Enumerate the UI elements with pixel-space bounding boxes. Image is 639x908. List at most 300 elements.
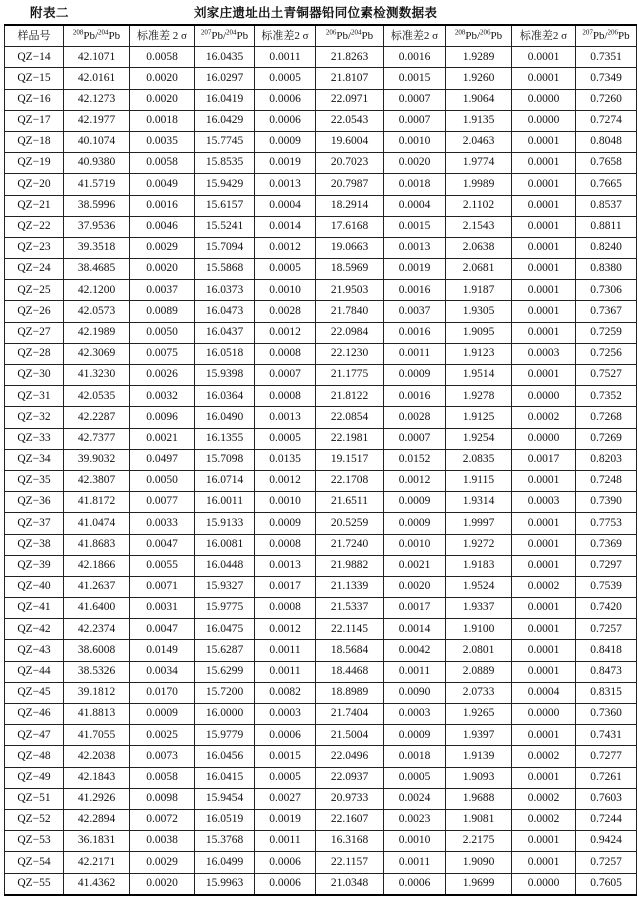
value-cell: 0.0018 (384, 746, 446, 767)
value-cell: 20.9733 (316, 788, 384, 809)
value-cell: 15.9963 (195, 873, 255, 895)
column-header-suffix: Pb (236, 29, 249, 42)
value-cell: 0.7277 (576, 746, 637, 767)
sample-id-cell: QZ−49 (5, 767, 64, 788)
value-cell: 0.0016 (384, 386, 446, 407)
value-cell: 0.0037 (384, 301, 446, 322)
table-row (5, 47, 637, 68)
value-cell: 41.3230 (64, 365, 130, 386)
value-cell: 0.0096 (130, 407, 195, 428)
appendix-label: 附表二 (30, 5, 70, 20)
value-cell: 0.0001 (512, 322, 576, 343)
table-row (5, 746, 637, 767)
value-cell: 0.0001 (512, 280, 576, 301)
table-row (5, 513, 637, 534)
value-cell: 0.0058 (130, 47, 195, 68)
column-header-sup1: 206 (325, 27, 337, 36)
value-cell: 0.7257 (576, 852, 637, 873)
sample-id-cell: QZ−38 (5, 534, 64, 555)
value-cell: 1.9989 (446, 174, 512, 195)
value-cell: 22.1708 (316, 470, 384, 491)
value-cell: 19.1517 (316, 449, 384, 470)
value-cell: 0.0071 (130, 576, 195, 597)
value-cell: 0.0007 (384, 110, 446, 131)
value-cell: 16.1355 (195, 428, 255, 449)
value-cell: 15.9779 (195, 725, 255, 746)
value-cell: 0.0001 (512, 852, 576, 873)
table-row (5, 555, 637, 576)
table-row (5, 619, 637, 640)
value-cell: 0.7369 (576, 534, 637, 555)
column-header-sup1: 207 (200, 27, 212, 36)
value-cell: 0.7753 (576, 513, 637, 534)
table-row (5, 492, 637, 513)
column-header-sup1: 207 (582, 27, 593, 36)
value-cell: 1.9093 (446, 767, 512, 788)
sample-id-cell: QZ−53 (5, 831, 64, 852)
table-row (5, 386, 637, 407)
value-cell: 1.9115 (446, 470, 512, 491)
value-cell: 0.0001 (512, 47, 576, 68)
value-cell: 0.0012 (255, 237, 316, 258)
column-header (446, 25, 512, 47)
sample-id-cell: QZ−47 (5, 725, 64, 746)
table-row (5, 153, 637, 174)
value-cell: 1.9064 (446, 89, 512, 110)
sample-id-cell: QZ−19 (5, 153, 64, 174)
sample-id-cell: QZ−27 (5, 322, 64, 343)
value-cell: 2.0889 (446, 661, 512, 682)
value-cell: 1.9100 (446, 619, 512, 640)
value-cell: 0.0004 (384, 195, 446, 216)
value-cell: 0.0152 (384, 449, 446, 470)
sample-id-cell: QZ−34 (5, 449, 64, 470)
value-cell: 0.0025 (130, 725, 195, 746)
table-row (5, 237, 637, 258)
value-cell: 42.2894 (64, 809, 130, 830)
value-cell: 0.0001 (512, 661, 576, 682)
value-cell: 0.0010 (255, 280, 316, 301)
value-cell: 0.0082 (255, 682, 316, 703)
value-cell: 22.1981 (316, 428, 384, 449)
value-cell: 16.0448 (195, 555, 255, 576)
value-cell: 38.6008 (64, 640, 130, 661)
value-cell: 1.9397 (446, 725, 512, 746)
value-cell: 42.3807 (64, 470, 130, 491)
value-cell: 0.7603 (576, 788, 637, 809)
sample-id-cell: QZ−21 (5, 195, 64, 216)
value-cell: 0.0011 (384, 852, 446, 873)
value-cell: 21.5337 (316, 598, 384, 619)
value-cell: 16.0518 (195, 343, 255, 364)
value-cell: 0.7257 (576, 619, 637, 640)
table-row (5, 195, 637, 216)
value-cell: 39.9032 (64, 449, 130, 470)
value-cell: 21.1775 (316, 365, 384, 386)
value-cell: 0.0019 (255, 809, 316, 830)
value-cell: 0.0016 (384, 47, 446, 68)
value-cell: 41.4362 (64, 873, 130, 895)
value-cell: 0.0011 (384, 343, 446, 364)
value-cell: 21.8107 (316, 68, 384, 89)
value-cell: 0.0001 (512, 301, 576, 322)
value-cell: 1.9260 (446, 68, 512, 89)
value-cell: 1.9183 (446, 555, 512, 576)
value-cell: 1.9289 (446, 47, 512, 68)
value-cell: 38.5326 (64, 661, 130, 682)
column-header-mid: Pb/ (336, 29, 352, 42)
value-cell: 1.9699 (446, 873, 512, 895)
value-cell: 0.0006 (255, 110, 316, 131)
value-cell: 22.1157 (316, 852, 384, 873)
value-cell: 0.7658 (576, 153, 637, 174)
value-cell: 16.0473 (195, 301, 255, 322)
value-cell: 0.7259 (576, 322, 637, 343)
value-cell: 21.8122 (316, 386, 384, 407)
sample-id-cell: QZ−23 (5, 237, 64, 258)
value-cell: 0.9424 (576, 831, 637, 852)
value-cell: 0.0098 (130, 788, 195, 809)
value-cell: 0.0027 (255, 788, 316, 809)
value-cell: 0.0019 (255, 153, 316, 174)
value-cell: 42.0161 (64, 68, 130, 89)
value-cell: 0.0008 (255, 343, 316, 364)
value-cell: 0.0016 (384, 322, 446, 343)
value-cell: 42.1200 (64, 280, 130, 301)
value-cell: 1.9187 (446, 280, 512, 301)
value-cell: 0.0033 (130, 513, 195, 534)
value-cell: 0.0029 (130, 237, 195, 258)
value-cell: 16.0456 (195, 746, 255, 767)
value-cell: 0.0073 (130, 746, 195, 767)
column-header-suffix: Pb (490, 29, 503, 42)
value-cell: 18.4468 (316, 661, 384, 682)
value-cell: 0.0009 (130, 704, 195, 725)
table-body (5, 47, 637, 895)
value-cell: 42.1273 (64, 89, 130, 110)
value-cell: 0.0009 (384, 725, 446, 746)
value-cell: 0.8418 (576, 640, 637, 661)
value-cell: 0.0012 (255, 322, 316, 343)
value-cell: 0.0009 (384, 513, 446, 534)
value-cell: 2.1543 (446, 216, 512, 237)
value-cell: 19.6004 (316, 131, 384, 152)
value-cell: 0.7539 (576, 576, 637, 597)
value-cell: 0.0003 (512, 343, 576, 364)
sample-id-cell: QZ−44 (5, 661, 64, 682)
value-cell: 21.0348 (316, 873, 384, 895)
value-cell: 0.0017 (512, 449, 576, 470)
table-header-row (5, 25, 637, 47)
value-cell: 0.0001 (512, 619, 576, 640)
value-cell: 0.8380 (576, 259, 637, 280)
value-cell: 15.5241 (195, 216, 255, 237)
table-row (5, 534, 637, 555)
column-header-mid: 标准差2 σ (261, 29, 309, 42)
table-row (5, 407, 637, 428)
value-cell: 0.0149 (130, 640, 195, 661)
value-cell: 22.0496 (316, 746, 384, 767)
value-cell: 0.0000 (512, 428, 576, 449)
column-header-sup1: 208 (454, 27, 466, 36)
value-cell: 15.7098 (195, 449, 255, 470)
value-cell: 0.0007 (384, 428, 446, 449)
table-row (5, 174, 637, 195)
value-cell: 0.0001 (512, 555, 576, 576)
sample-id-cell: QZ−18 (5, 131, 64, 152)
value-cell: 0.0001 (512, 68, 576, 89)
value-cell: 41.5719 (64, 174, 130, 195)
sample-id-cell: QZ−30 (5, 365, 64, 386)
value-cell: 42.2171 (64, 852, 130, 873)
value-cell: 0.0003 (512, 492, 576, 513)
column-header (5, 25, 64, 47)
value-cell: 0.0058 (130, 153, 195, 174)
value-cell: 21.7240 (316, 534, 384, 555)
value-cell: 1.9135 (446, 110, 512, 131)
value-cell: 15.9398 (195, 365, 255, 386)
table-row (5, 725, 637, 746)
value-cell: 15.7094 (195, 237, 255, 258)
value-cell: 0.0034 (130, 661, 195, 682)
table-row (5, 809, 637, 830)
column-header-mid: 样品号 (17, 29, 51, 42)
sample-id-cell: QZ−24 (5, 259, 64, 280)
sample-id-cell: QZ−51 (5, 788, 64, 809)
value-cell: 22.0971 (316, 89, 384, 110)
value-cell: 41.6400 (64, 598, 130, 619)
value-cell: 15.3768 (195, 831, 255, 852)
table-row (5, 598, 637, 619)
value-cell: 42.2374 (64, 619, 130, 640)
value-cell: 0.7244 (576, 809, 637, 830)
column-header-sup2: 206 (480, 27, 491, 36)
value-cell: 0.8537 (576, 195, 637, 216)
value-cell: 2.0801 (446, 640, 512, 661)
value-cell: 15.6299 (195, 661, 255, 682)
column-header-mid: 标准差2 σ (519, 29, 568, 42)
value-cell: 0.0001 (512, 470, 576, 491)
value-cell: 21.9503 (316, 280, 384, 301)
value-cell: 0.0013 (255, 555, 316, 576)
value-cell: 0.7527 (576, 365, 637, 386)
value-cell: 0.7269 (576, 428, 637, 449)
value-cell: 0.0018 (130, 110, 195, 131)
value-cell: 0.0001 (512, 237, 576, 258)
sample-id-cell: QZ−54 (5, 852, 64, 873)
value-cell: 0.0049 (130, 174, 195, 195)
value-cell: 1.9997 (446, 513, 512, 534)
value-cell: 0.7351 (576, 47, 637, 68)
value-cell: 0.7297 (576, 555, 637, 576)
value-cell: 42.1977 (64, 110, 130, 131)
value-cell: 0.0005 (255, 428, 316, 449)
value-cell: 16.0714 (195, 470, 255, 491)
value-cell: 0.0021 (130, 428, 195, 449)
sample-id-cell: QZ−42 (5, 619, 64, 640)
value-cell: 21.7840 (316, 301, 384, 322)
sample-id-cell: QZ−32 (5, 407, 64, 428)
value-cell: 20.7023 (316, 153, 384, 174)
table-row (5, 110, 637, 131)
value-cell: 41.2926 (64, 788, 130, 809)
value-cell: 0.0004 (512, 682, 576, 703)
value-cell: 0.0010 (384, 831, 446, 852)
column-header-sup2: 204 (98, 27, 109, 36)
value-cell: 16.0475 (195, 619, 255, 640)
value-cell: 41.8683 (64, 534, 130, 555)
value-cell: 0.0007 (384, 89, 446, 110)
value-cell: 22.0854 (316, 407, 384, 428)
value-cell: 2.0835 (446, 449, 512, 470)
column-header-mid: Pb/ (465, 29, 481, 42)
value-cell: 0.0018 (384, 174, 446, 195)
value-cell: 2.0733 (446, 682, 512, 703)
value-cell: 0.0020 (384, 153, 446, 174)
value-cell: 0.0015 (384, 68, 446, 89)
sample-id-cell: QZ−40 (5, 576, 64, 597)
value-cell: 16.0011 (195, 492, 255, 513)
value-cell: 0.0017 (384, 598, 446, 619)
value-cell: 0.0089 (130, 301, 195, 322)
value-cell: 0.7248 (576, 470, 637, 491)
value-cell: 21.8263 (316, 47, 384, 68)
value-cell: 40.1074 (64, 131, 130, 152)
value-cell: 0.0001 (512, 640, 576, 661)
value-cell: 42.1866 (64, 555, 130, 576)
value-cell: 1.9139 (446, 746, 512, 767)
value-cell: 0.0023 (384, 809, 446, 830)
value-cell: 0.0028 (255, 301, 316, 322)
value-cell: 16.0415 (195, 767, 255, 788)
column-header (130, 25, 195, 47)
value-cell: 0.0001 (512, 216, 576, 237)
value-cell: 15.8535 (195, 153, 255, 174)
column-header-mid: Pb/ (592, 29, 608, 42)
value-cell: 0.0005 (255, 259, 316, 280)
table-row (5, 788, 637, 809)
value-cell: 0.0008 (255, 598, 316, 619)
value-cell: 0.7260 (576, 89, 637, 110)
value-cell: 0.0002 (512, 809, 576, 830)
value-cell: 0.0002 (512, 746, 576, 767)
sample-id-cell: QZ−31 (5, 386, 64, 407)
value-cell: 42.3069 (64, 343, 130, 364)
value-cell: 40.9380 (64, 153, 130, 174)
sample-id-cell: QZ−17 (5, 110, 64, 131)
value-cell: 16.3168 (316, 831, 384, 852)
value-cell: 0.0001 (512, 153, 576, 174)
sample-id-cell: QZ−28 (5, 343, 64, 364)
value-cell: 18.5969 (316, 259, 384, 280)
column-header-mid: 标准差 2 σ (137, 29, 187, 42)
value-cell: 0.0012 (384, 470, 446, 491)
value-cell: 0.7352 (576, 386, 637, 407)
value-cell: 0.0006 (255, 873, 316, 895)
column-header-mid: Pb/ (83, 29, 99, 42)
value-cell: 0.0016 (130, 195, 195, 216)
value-cell: 16.0435 (195, 47, 255, 68)
value-cell: 0.0046 (130, 216, 195, 237)
column-header (255, 25, 316, 47)
value-cell: 1.9305 (446, 301, 512, 322)
value-cell: 42.0573 (64, 301, 130, 322)
sample-id-cell: QZ−26 (5, 301, 64, 322)
sample-id-cell: QZ−41 (5, 598, 64, 619)
value-cell: 1.9688 (446, 788, 512, 809)
value-cell: 15.5868 (195, 259, 255, 280)
value-cell: 0.7306 (576, 280, 637, 301)
column-header (64, 25, 130, 47)
value-cell: 22.1145 (316, 619, 384, 640)
value-cell: 0.0001 (512, 767, 576, 788)
value-cell: 38.5996 (64, 195, 130, 216)
sample-id-cell: QZ−45 (5, 682, 64, 703)
value-cell: 0.0000 (512, 110, 576, 131)
value-cell: 19.0663 (316, 237, 384, 258)
isotope-data-table (4, 24, 637, 896)
value-cell: 0.0001 (512, 365, 576, 386)
value-cell: 0.0011 (255, 47, 316, 68)
value-cell: 0.0077 (130, 492, 195, 513)
column-header-suffix: Pb (361, 29, 374, 42)
value-cell: 39.3518 (64, 237, 130, 258)
value-cell: 1.9314 (446, 492, 512, 513)
table-row (5, 852, 637, 873)
table-row (5, 89, 637, 110)
value-cell: 0.0013 (255, 407, 316, 428)
value-cell: 22.0937 (316, 767, 384, 788)
value-cell: 15.6157 (195, 195, 255, 216)
column-header (512, 25, 576, 47)
value-cell: 0.0009 (255, 131, 316, 152)
value-cell: 0.0001 (512, 174, 576, 195)
value-cell: 0.0003 (384, 704, 446, 725)
value-cell: 0.7360 (576, 704, 637, 725)
value-cell: 0.0002 (512, 576, 576, 597)
value-cell: 42.2287 (64, 407, 130, 428)
sample-id-cell: QZ−33 (5, 428, 64, 449)
column-header (576, 25, 637, 47)
value-cell: 20.7987 (316, 174, 384, 195)
value-cell: 0.0031 (130, 598, 195, 619)
value-cell: 15.9775 (195, 598, 255, 619)
value-cell: 0.0000 (512, 704, 576, 725)
value-cell: 0.0009 (255, 513, 316, 534)
column-header (195, 25, 255, 47)
value-cell: 21.9882 (316, 555, 384, 576)
value-cell: 0.0090 (384, 682, 446, 703)
table-row (5, 428, 637, 449)
value-cell: 0.7256 (576, 343, 637, 364)
value-cell: 0.0021 (384, 555, 446, 576)
value-cell: 2.1102 (446, 195, 512, 216)
value-cell: 22.1230 (316, 343, 384, 364)
value-cell: 0.0029 (130, 852, 195, 873)
column-header-sup2: 204 (226, 27, 237, 36)
value-cell: 42.2038 (64, 746, 130, 767)
value-cell: 0.7420 (576, 598, 637, 619)
value-cell: 16.0364 (195, 386, 255, 407)
table-row (5, 470, 637, 491)
table-title: 刘家庄遗址出土青铜器铅同位素检测数据表 (194, 5, 438, 20)
value-cell: 0.0010 (384, 131, 446, 152)
value-cell: 41.2637 (64, 576, 130, 597)
table-row (5, 661, 637, 682)
table-row (5, 259, 637, 280)
value-cell: 0.0009 (384, 492, 446, 513)
value-cell: 1.9337 (446, 598, 512, 619)
